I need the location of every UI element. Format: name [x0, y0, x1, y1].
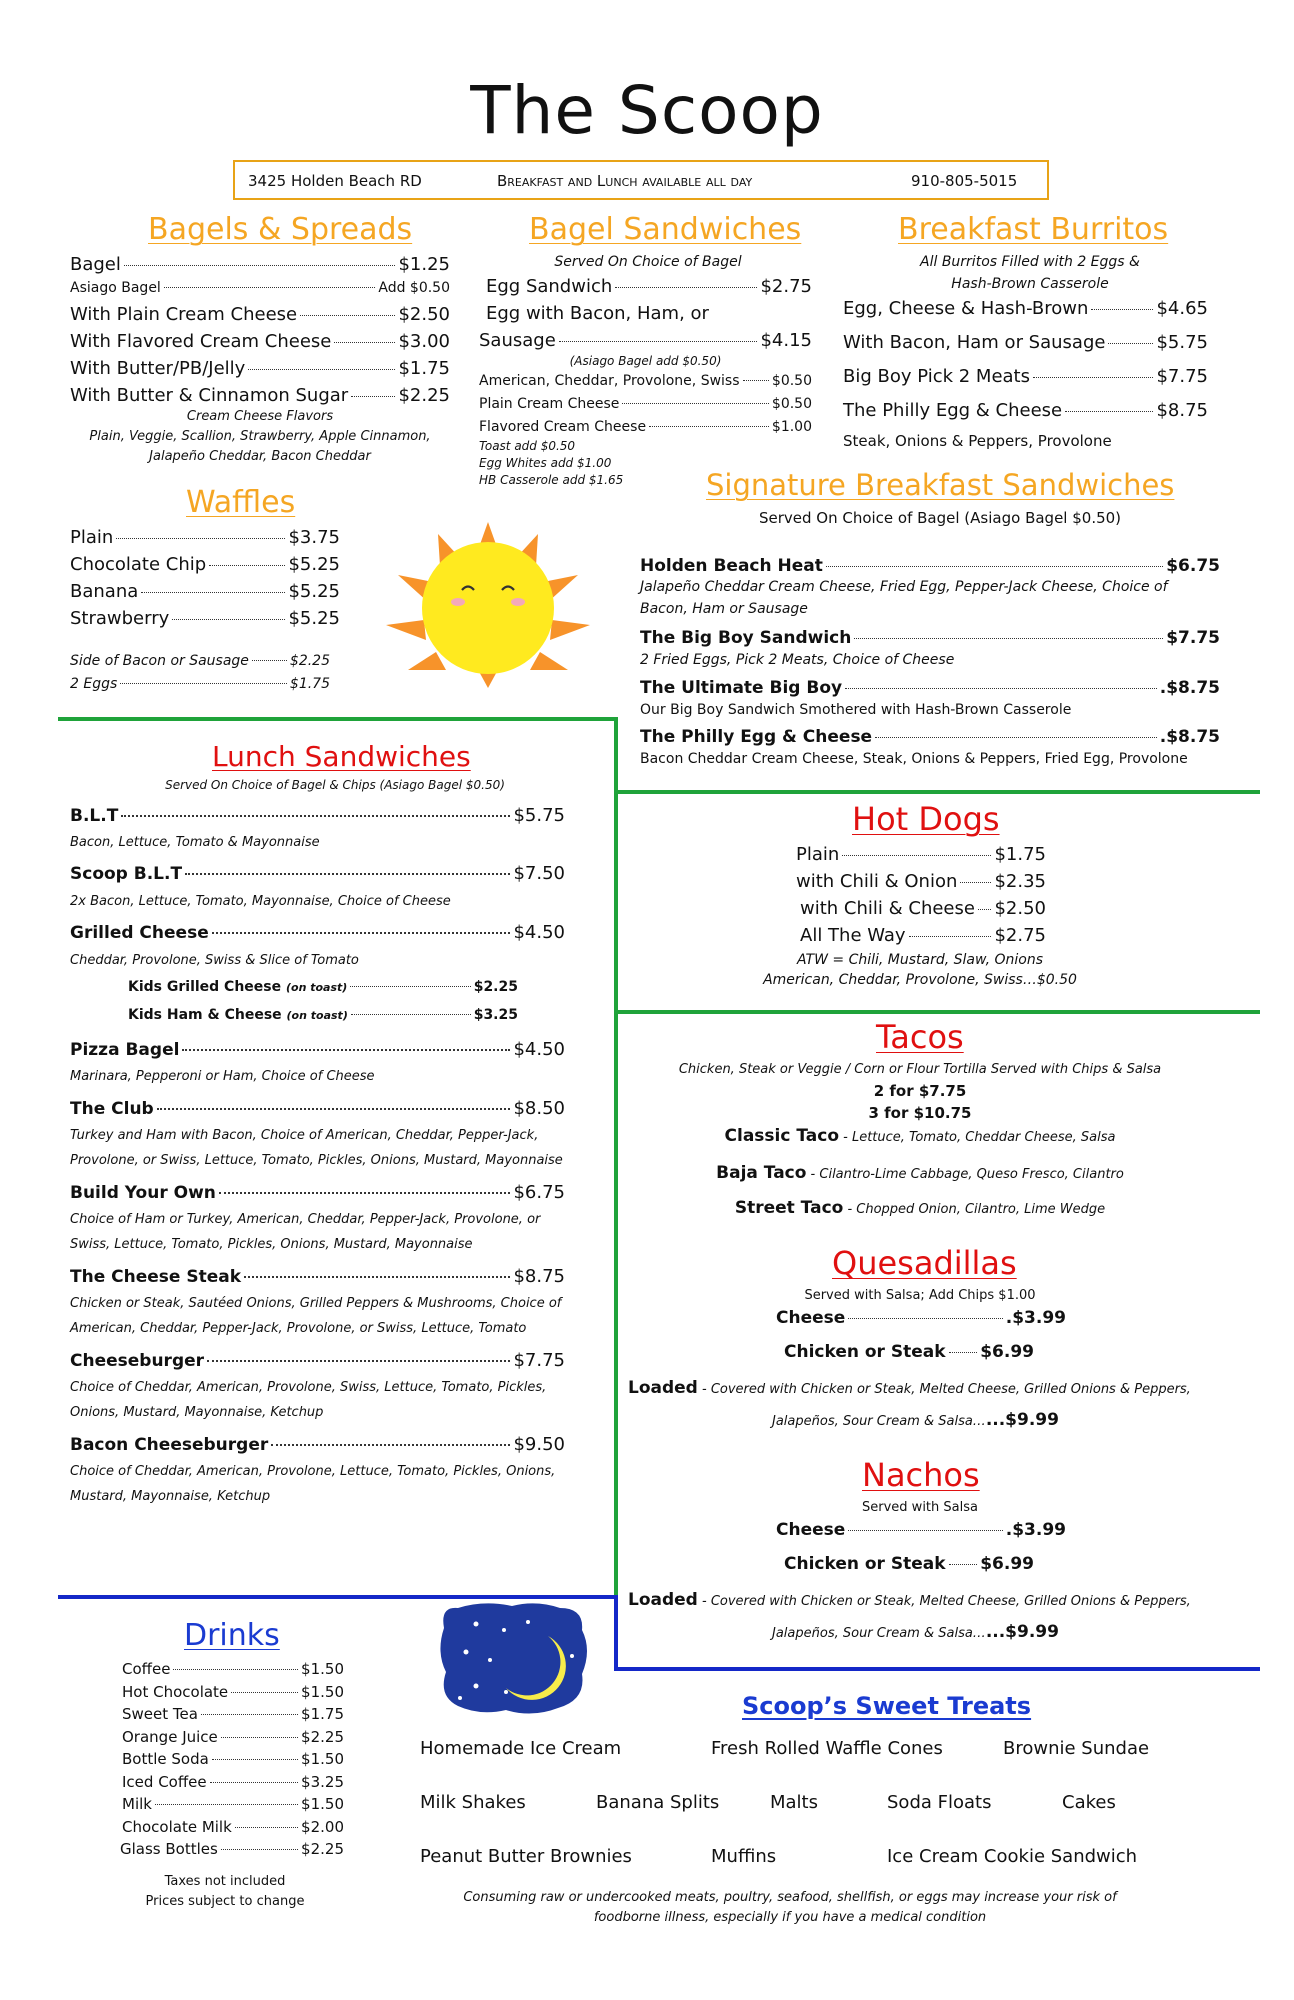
menu-item: The Big Boy Sandwich $7.75: [640, 628, 1220, 648]
menu-item: Plain $1.75: [796, 844, 1046, 865]
treats-row: [420, 1846, 1250, 1870]
disclaimer: Consuming raw or undercooked meats, poultry, seafood, shellfish, or eggs may increase your risk of: [463, 1890, 1117, 1905]
divider-green: [58, 717, 618, 721]
menu-item: Egg Sandwich $2.75: [486, 276, 812, 297]
item-description: Bacon, Lettuce, Tomato & Mayonnaise: [70, 835, 320, 850]
bagels-heading: Bagels & Spreads: [148, 212, 413, 247]
nachos-list: [776, 1520, 1066, 1588]
quesadillas-heading: Quesadillas: [832, 1244, 1017, 1282]
menu-item: With Bacon, Ham or Sausage $5.75: [843, 332, 1208, 353]
menu-item: The Cheese Steak $8.75: [70, 1266, 565, 1287]
item-description: Provolone, or Swiss, Lettuce, Tomato, Pickles, Onions, Mustard, Mayonnaise: [70, 1153, 563, 1168]
cheese-addon: American, Cheddar, Provolone, Swiss…$0.50: [763, 972, 1077, 988]
item-description: Choice of Cheddar, American, Provolone, Swiss, Lettuce, Tomato, Pickles,: [70, 1380, 547, 1395]
info-bar: [233, 160, 1049, 200]
treats-row: [420, 1738, 1250, 1762]
treat-item: Brownie Sundae: [1003, 1738, 1150, 1759]
menu-item: Strawberry $5.25: [70, 608, 340, 629]
address: 3425 Holden Beach RD: [248, 172, 422, 190]
menu-item: Asiago Bagel Add $0.50: [70, 280, 450, 296]
addon-note: Toast add $0.50: [479, 439, 576, 453]
item-description: Bacon Cheddar Cream Cheese, Steak, Onions & Peppers, Fried Egg, Provolone: [640, 751, 1188, 767]
menu-item: Cheeseburger $7.75: [70, 1350, 565, 1371]
item-description: Chicken or Steak, Sautéed Onions, Grilled Peppers & Mushrooms, Choice of: [70, 1296, 562, 1311]
menu-item: With Flavored Cream Cheese $3.00: [70, 331, 450, 352]
item-description: 2x Bacon, Lettuce, Tomato, Mayonnaise, Choice of Cheese: [70, 894, 451, 909]
menu-item: Kids Ham & Cheese (on toast) $3.25: [128, 1007, 518, 1023]
menu-item: All The Way $2.75: [800, 925, 1046, 946]
item-description: Bacon, Ham or Sausage: [640, 601, 808, 617]
menu-item: Cheese .$3.99: [776, 1520, 1066, 1540]
item-description: Our Big Boy Sandwich Smothered with Hash-Brown Casserole: [640, 702, 1072, 718]
tax-note: Taxes not included: [164, 1874, 286, 1889]
phone-number: 910-805-5015: [911, 172, 1018, 190]
taco-item: Street Taco - Chopped Onion, Cilantro, Lime Wedge: [734, 1198, 1106, 1218]
menu-item: Grilled Cheese $4.50: [70, 922, 565, 943]
treat-item: Fresh Rolled Waffle Cones: [711, 1738, 943, 1759]
menu-item: Milk $1.50: [122, 1795, 344, 1813]
menu-item: Chicken or Steak $6.99: [784, 1342, 1034, 1362]
menu-item: Big Boy Pick 2 Meats $7.75: [843, 366, 1208, 387]
menu-item: The Philly Egg & Cheese .$8.75: [640, 727, 1220, 747]
lunch-heading: Lunch Sandwiches: [212, 740, 471, 773]
hotdogs-heading: Hot Dogs: [852, 800, 1000, 838]
burrito-note: Steak, Onions & Peppers, Provolone: [843, 432, 1112, 450]
menu-item: Build Your Own $6.75: [70, 1182, 565, 1203]
menu-item: Orange Juice $2.25: [122, 1727, 344, 1746]
tagline: Breakfast and Lunch available all day: [497, 172, 753, 190]
menu-item: Bottle Soda $1.50: [122, 1750, 344, 1768]
divider-green: [614, 1010, 1260, 1014]
menu-item: Side of Bacon or Sausage $2.25: [70, 653, 330, 669]
menu-item: Holden Beach Heat $6.75: [640, 556, 1220, 576]
menu-item: B.L.T $5.75: [70, 805, 565, 826]
loaded-item: Jalapeños, Sour Cream & Salsa…...$9.99: [772, 1410, 1059, 1430]
menu-item: Coffee $1.50: [122, 1660, 344, 1678]
menu-item: Egg, Cheese & Hash-Brown $4.65: [843, 298, 1208, 319]
lunch-subtitle: Served On Choice of Bagel & Chips (Asiago Bagel $0.50): [165, 778, 505, 792]
tacos-heading: Tacos: [876, 1018, 964, 1056]
flavors-list: Plain, Veggie, Scallion, Strawberry, Apple Cinnamon,: [89, 429, 431, 444]
item-description: Choice of Cheddar, American, Provolone, Lettuce, Tomato, Pickles, Onions,: [70, 1464, 556, 1479]
tacos-subtitle: Chicken, Steak or Veggie / Corn or Flour Tortilla Served with Chips & Salsa: [678, 1062, 1162, 1077]
loaded-item: Loaded - Covered with Chicken or Steak, Melted Cheese, Grilled Onions & Peppers,: [628, 1378, 1191, 1398]
drinks-list: [122, 1660, 344, 1863]
menu-item: Bacon Cheeseburger $9.50: [70, 1434, 565, 1455]
atw-note: ATW = Chili, Mustard, Slaw, Onions: [797, 952, 1043, 968]
item-description: Jalapeño Cheddar Cream Cheese, Fried Egg, Pepper-Jack Cheese, Choice of: [640, 579, 1168, 595]
divider-blue: [614, 1595, 618, 1671]
menu-item: Sweet Tea $1.75: [122, 1705, 344, 1723]
waffles-heading: Waffles: [186, 485, 296, 520]
taco-item: Baja Taco - Cilantro-Lime Cabbage, Queso Fresco, Cilantro: [716, 1163, 1124, 1183]
menu-item: The Philly Egg & Cheese $8.75: [843, 400, 1208, 421]
treats-row: [420, 1792, 1250, 1816]
menu-item: Plain Cream Cheese $0.50: [479, 396, 812, 412]
menu-item: Cheese .$3.99: [776, 1308, 1066, 1328]
item-description: Swiss, Lettuce, Tomato, Pickles, Onions, Mustard, Mayonnaise: [70, 1237, 473, 1252]
flavors-list: Jalapeño Cheddar, Bacon Cheddar: [149, 449, 371, 464]
menu-item: Iced Coffee $3.25: [122, 1772, 344, 1791]
menu-item: Hot Chocolate $1.50: [122, 1682, 344, 1701]
drinks-heading: Drinks: [184, 1618, 280, 1653]
waffles-list: [70, 527, 340, 635]
burritos-list: [843, 298, 1208, 450]
flavors-title: Cream Cheese Flavors: [186, 409, 334, 424]
menu-item: Banana $5.25: [70, 581, 340, 602]
item-description: American, Cheddar, Pepper-Jack, Provolone, or Swiss, Lettuce, Tomato: [70, 1321, 527, 1336]
menu-item: Plain $3.75: [70, 527, 340, 548]
quesadillas-subtitle: Served with Salsa; Add Chips $1.00: [804, 1288, 1036, 1303]
menu-item: Bagel $1.25: [70, 254, 450, 275]
burritos-heading: Breakfast Burritos: [898, 212, 1169, 247]
divider-blue: [58, 1595, 618, 1599]
signature-heading: Signature Breakfast Sandwiches: [706, 468, 1175, 502]
treat-item: Homemade Ice Cream: [420, 1738, 622, 1759]
treat-item: Banana Splits: [596, 1792, 720, 1813]
taco-deal: 3 for $10.75: [868, 1104, 972, 1122]
burritos-subtitle: Hash-Brown Casserole: [951, 276, 1109, 292]
menu-item: Egg with Bacon, Ham, or: [486, 303, 709, 324]
item-description: Marinara, Pepperoni or Ham, Choice of Cheese: [70, 1069, 375, 1084]
menu-item: Scoop B.L.T $7.50: [70, 863, 565, 884]
addon-note: HB Casserole add $1.65: [479, 473, 624, 487]
item-description: Turkey and Ham with Bacon, Choice of American, Cheddar, Pepper-Jack,: [70, 1128, 539, 1143]
bagel-sandwiches-heading: Bagel Sandwiches: [529, 212, 802, 247]
treat-item: Muffins: [711, 1846, 777, 1867]
menu-item: Chocolate Milk $2.00: [122, 1817, 344, 1836]
menu-item: Chicken or Steak $6.99: [784, 1554, 1034, 1574]
menu-item: 2 Eggs $1.75: [70, 676, 330, 692]
item-description: Onions, Mustard, Mayonnaise, Ketchup: [70, 1405, 324, 1420]
menu-item: with Chili & Cheese $2.50: [800, 898, 1046, 919]
lunch-list: [70, 805, 565, 1514]
hotdogs-list: [796, 844, 1046, 950]
item-description: Mustard, Mayonnaise, Ketchup: [70, 1489, 271, 1504]
treat-item: Peanut Butter Brownies: [420, 1846, 632, 1867]
signature-list: [640, 556, 1220, 773]
quesadillas-list: [776, 1308, 1066, 1376]
menu-item: The Club $8.50: [70, 1098, 565, 1119]
signature-subtitle: Served On Choice of Bagel (Asiago Bagel $0.50): [758, 509, 1122, 527]
treat-item: Ice Cream Cookie Sandwich: [887, 1846, 1138, 1867]
loaded-item: Loaded - Covered with Chicken or Steak, Melted Cheese, Grilled Onions & Peppers,: [628, 1590, 1191, 1610]
treat-item: Cakes: [1062, 1792, 1116, 1813]
bagel-sandwiches-subtitle: Served On Choice of Bagel: [554, 254, 742, 270]
waffle-sides: [70, 653, 330, 699]
bagel-sandwiches-list: [486, 276, 812, 330]
treat-item: Soda Floats: [887, 1792, 992, 1813]
menu-item: With Plain Cream Cheese $2.50: [70, 304, 450, 325]
menu-item: Flavored Cream Cheese $1.00: [479, 419, 812, 435]
divider-green: [614, 790, 1260, 794]
loaded-item: Jalapeños, Sour Cream & Salsa…...$9.99: [772, 1622, 1059, 1642]
treats-heading: Scoop’s Sweet Treats: [742, 1692, 1032, 1720]
menu-item: The Ultimate Big Boy .$8.75: [640, 678, 1220, 698]
taco-deal: 2 for $7.75: [873, 1082, 967, 1100]
menu-item: With Butter/PB/Jelly $1.75: [70, 358, 450, 379]
item-description: Choice of Ham or Turkey, American, Cheddar, Pepper-Jack, Provolone, or: [70, 1212, 541, 1227]
treat-item: Malts: [770, 1792, 818, 1813]
treat-item: Milk Shakes: [420, 1792, 526, 1813]
menu-item: American, Cheddar, Provolone, Swiss $0.50: [479, 373, 812, 389]
nachos-heading: Nachos: [862, 1456, 980, 1494]
disclaimer: foodborne illness, especially if you have a medical condition: [593, 1910, 987, 1925]
sun-illustration: [378, 520, 598, 690]
bagel-sandwiches-list: [479, 330, 812, 490]
divider-green: [614, 717, 618, 1595]
taco-item: Classic Taco - Lettuce, Tomato, Cheddar Cheese, Salsa: [724, 1126, 1116, 1146]
nachos-subtitle: Served with Salsa: [862, 1500, 978, 1515]
menu-item: Sausage $4.15: [479, 330, 812, 351]
asiago-note: (Asiago Bagel add $0.50): [569, 354, 722, 368]
moon-illustration: [436, 1600, 592, 1718]
menu-item: Chocolate Chip $5.25: [70, 554, 340, 575]
menu-item: with Chili & Onion $2.35: [796, 871, 1046, 892]
menu-item: With Butter & Cinnamon Sugar $2.25: [70, 385, 450, 406]
addon-note: Egg Whites add $1.00: [479, 456, 612, 470]
item-description: Cheddar, Provolone, Swiss & Slice of Tomato: [70, 953, 359, 968]
menu-item: Pizza Bagel $4.50: [70, 1039, 565, 1060]
menu-title: The Scoop: [470, 72, 824, 149]
item-description: 2 Fried Eggs, Pick 2 Meats, Choice of Cheese: [640, 652, 955, 668]
divider-blue: [614, 1667, 1260, 1671]
price-note: Prices subject to change: [145, 1894, 305, 1909]
burritos-subtitle: All Burritos Filled with 2 Eggs &: [920, 254, 1140, 270]
menu-item: Kids Grilled Cheese (on toast) $2.25: [128, 979, 518, 995]
bagels-list: [70, 254, 450, 469]
menu-item: Glass Bottles $2.25: [120, 1840, 344, 1858]
